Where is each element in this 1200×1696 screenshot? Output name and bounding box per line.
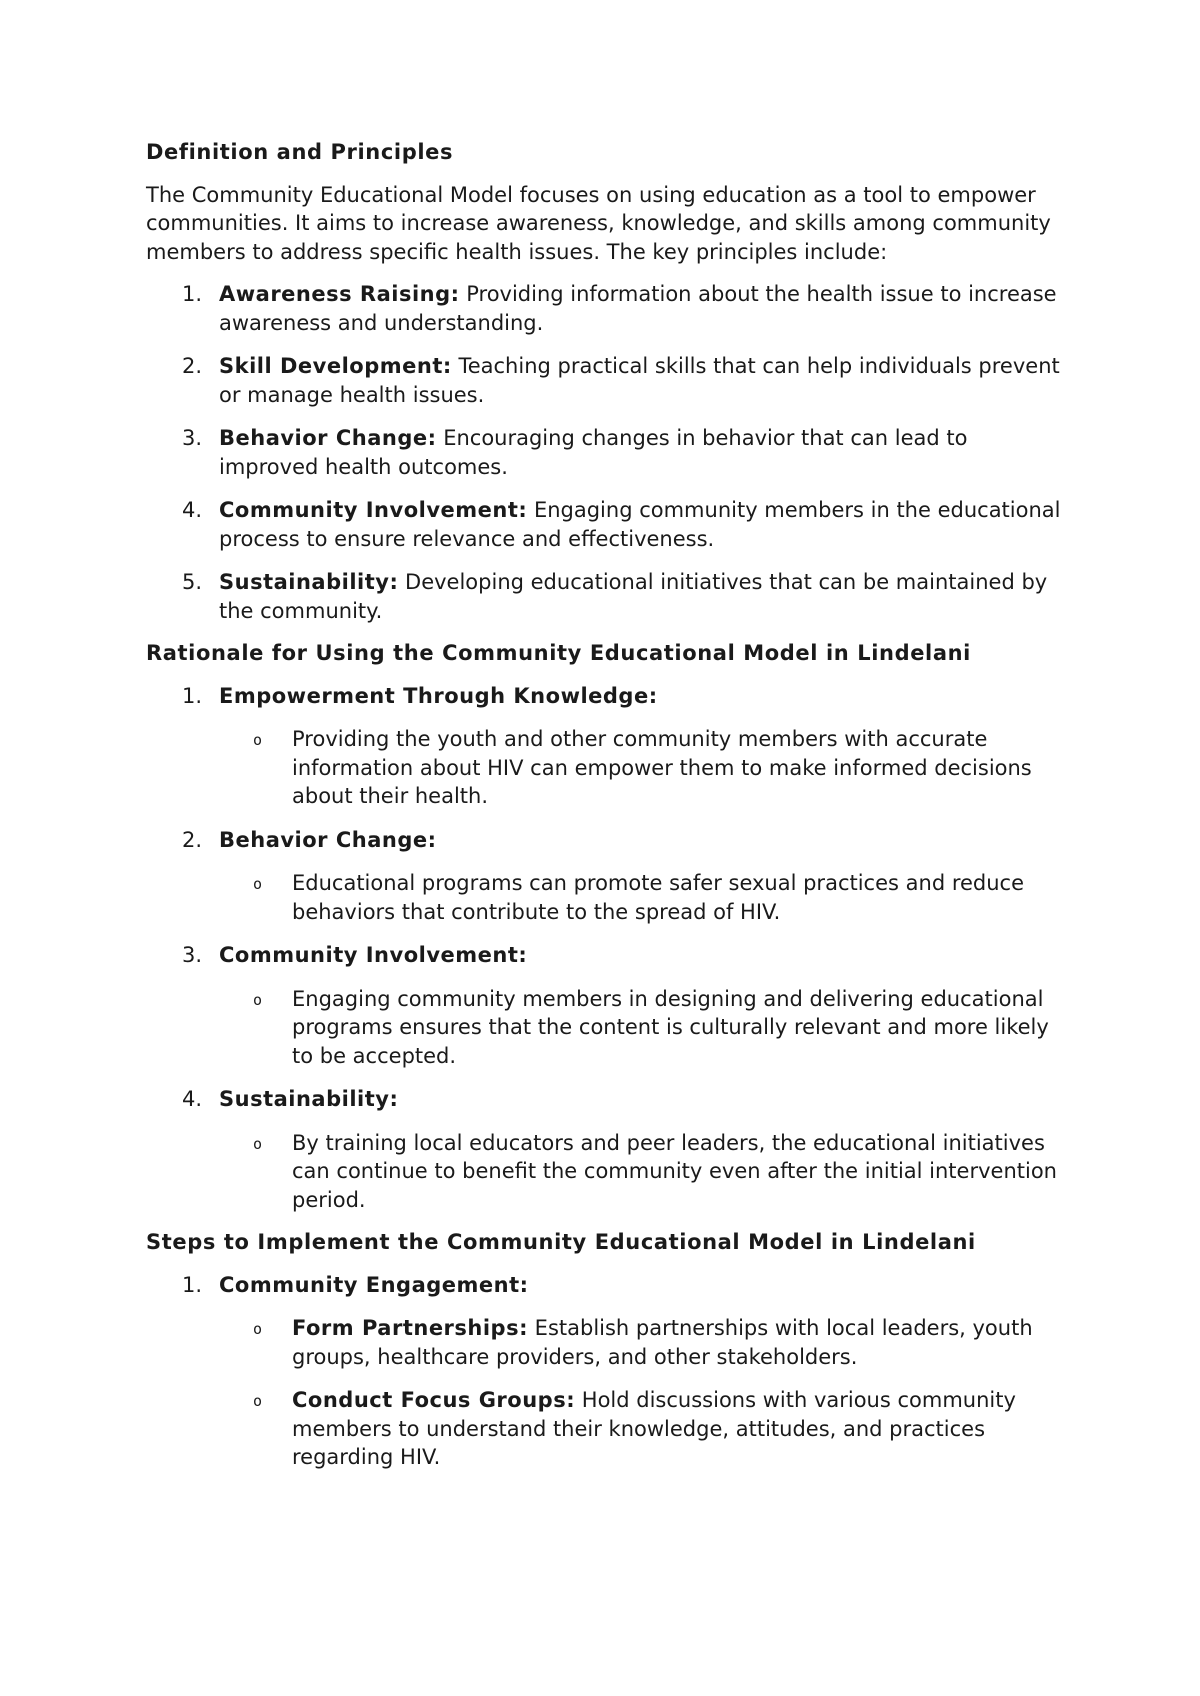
list-number: 2. xyxy=(182,354,203,378)
sub-list-item xyxy=(219,1314,1066,1371)
list-item xyxy=(146,352,1066,409)
item-term: Awareness Raising: xyxy=(219,282,460,306)
list-item xyxy=(146,682,1066,811)
sub-list-item xyxy=(219,725,1066,811)
steps-list xyxy=(146,1271,1066,1472)
item-term: Behavior Change: xyxy=(219,426,437,450)
list-item xyxy=(146,826,1066,927)
item-term: Sustainability: xyxy=(219,570,399,594)
section-heading: Steps to Implement the Community Educational Model in Lindelani xyxy=(146,1230,976,1254)
item-term: Empowerment Through Knowledge: xyxy=(219,683,658,708)
list-item xyxy=(146,496,1066,553)
list-number: 1. xyxy=(182,1272,203,1297)
item-term: Sustainability: xyxy=(219,1087,399,1111)
list-number: 4. xyxy=(182,1087,203,1111)
section-heading: Definition and Principles xyxy=(146,140,454,164)
list-number: 3. xyxy=(182,943,203,967)
list-number: 1. xyxy=(182,683,203,708)
rationale-list xyxy=(146,682,1066,1215)
sub-list xyxy=(219,869,1066,926)
sub-list xyxy=(219,1314,1066,1472)
bullet-icon: o xyxy=(253,1392,263,1410)
sub-item-term: Conduct Focus Groups: xyxy=(292,1388,576,1412)
item-term: Community Engagement: xyxy=(219,1272,529,1297)
sub-item-text: Providing the youth and other community members with accurate information about HIV can empower them to make informed decisions about their health. xyxy=(292,727,1032,808)
sub-list-item xyxy=(219,985,1066,1071)
item-text: Providing information about the health issue to increase awareness and understanding. xyxy=(219,282,1057,335)
sub-list-item xyxy=(219,1129,1066,1215)
item-text: Encouraging changes in behavior that can lead to improved health outcomes. xyxy=(219,426,968,479)
bullet-icon: o xyxy=(253,990,263,1009)
intro-paragraph: The Community Educational Model focuses on using education as a tool to empower communities. It aims to increase awareness, knowledge, and skills among community members to address specific health issues. The key principles include: xyxy=(146,182,1051,264)
bullet-icon: o xyxy=(253,731,263,749)
item-term: Community Involvement: xyxy=(219,943,528,967)
bullet-icon: o xyxy=(253,1320,263,1338)
bullet-icon: o xyxy=(253,875,263,893)
item-text: Engaging community members in the educational process to ensure relevance and effectiveness. xyxy=(219,498,1061,551)
list-number: 5. xyxy=(182,570,203,594)
item-term: Community Involvement: xyxy=(219,498,528,522)
section-heading: Rationale for Using the Community Educational Model in Lindelani xyxy=(146,641,971,665)
sub-item-text: By training local educators and peer leaders, the educational initiatives can continue to benefit the community even after the initial intervention period. xyxy=(292,1130,1057,1212)
principles-list xyxy=(146,280,1066,625)
list-number: 1. xyxy=(182,282,203,306)
bullet-icon: o xyxy=(253,1134,263,1153)
list-number: 4. xyxy=(182,498,203,522)
item-text: Developing educational initiatives that can be maintained by the community. xyxy=(219,570,1048,623)
section-implementation-steps xyxy=(146,1228,1066,1472)
sub-item-term: Form Partnerships: xyxy=(292,1316,528,1340)
list-item xyxy=(146,424,1066,481)
list-item xyxy=(146,280,1066,337)
sub-list-item xyxy=(219,1386,1066,1472)
sub-list xyxy=(219,1129,1066,1215)
list-item xyxy=(146,941,1066,1070)
sub-item-text: Engaging community members in designing and delivering educational programs ensures that the content is culturally relevant and more likely to be accepted. xyxy=(292,986,1049,1068)
document-page xyxy=(146,138,1066,1486)
section-definition-principles xyxy=(146,138,1066,625)
sub-item-text: Educational programs can promote safer sexual practices and reduce behaviors that contribute to the spread of HIV. xyxy=(292,871,1025,924)
item-term: Skill Development: xyxy=(219,354,452,378)
sub-list xyxy=(219,985,1066,1071)
section-rationale xyxy=(146,639,1066,1214)
sub-list-item xyxy=(219,869,1066,926)
item-text: Teaching practical skills that can help individuals prevent or manage health issues. xyxy=(219,354,1060,407)
list-item xyxy=(146,1271,1066,1472)
sub-list xyxy=(219,725,1066,811)
item-term: Behavior Change: xyxy=(219,827,437,852)
list-item xyxy=(146,1085,1066,1214)
sub-item-text: Hold discussions with various community members to understand their knowledge, attitudes, and practices regarding HIV. xyxy=(292,1388,1016,1469)
list-number: 3. xyxy=(182,426,203,450)
sub-item-body xyxy=(292,1386,1066,1472)
sub-item-body xyxy=(292,1314,1066,1371)
sub-item-text: Establish partnerships with local leaders, youth groups, healthcare providers, and other stakeholders. xyxy=(292,1316,1033,1369)
list-number: 2. xyxy=(182,827,203,852)
list-item xyxy=(146,568,1066,625)
